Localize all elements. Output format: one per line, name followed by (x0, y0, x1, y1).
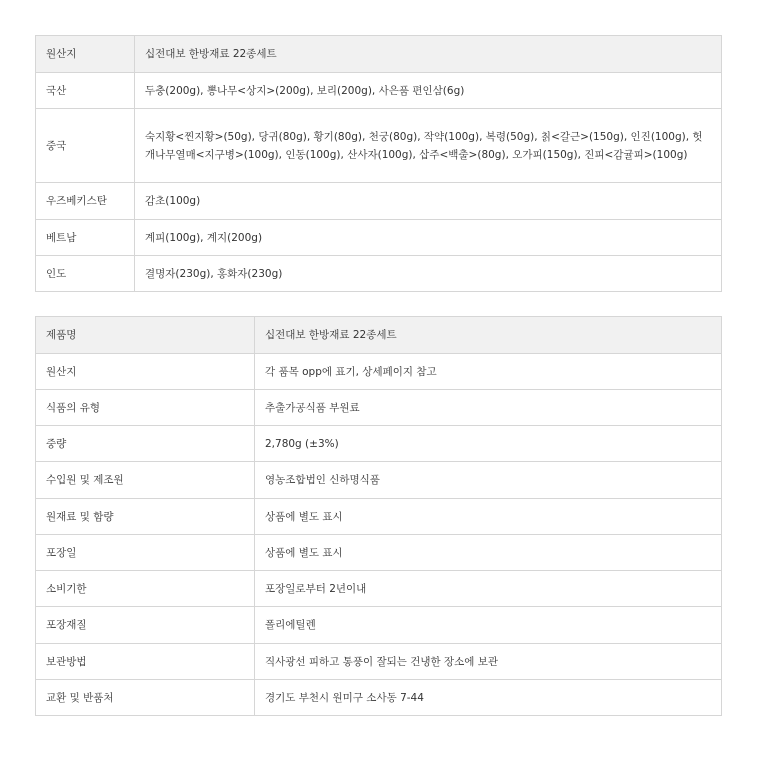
product-info-table (35, 316, 722, 716)
origin-country-label: 국산 (36, 73, 135, 109)
table-row (36, 607, 722, 644)
product-field-label: 포장재질 (36, 607, 255, 644)
table-row (36, 256, 722, 292)
product-field-value: 폴리에틸렌 (255, 607, 722, 644)
product-field-value: 추출가공식품 부원료 (255, 390, 722, 426)
product-field-value: 직사광선 피하고 통풍이 잘되는 건냉한 장소에 보관 (255, 644, 722, 680)
table-row (36, 426, 722, 462)
table-row (36, 462, 722, 499)
table-row (36, 73, 722, 109)
product-field-value: 상품에 별도 표시 (255, 535, 722, 571)
table-row (36, 354, 722, 390)
table-row (36, 680, 722, 716)
origin-items-value: 계피(100g), 계지(200g) (135, 220, 722, 256)
product-header-row (36, 317, 722, 354)
product-field-value: 각 품목 opp에 표기, 상세페이지 참고 (255, 354, 722, 390)
origin-country-label: 우즈베키스탄 (36, 183, 135, 220)
table-row (36, 109, 722, 183)
product-field-label: 원산지 (36, 354, 255, 390)
origin-items-value: 숙지황<찐지황>(50g), 당귀(80g), 황기(80g), 천궁(80g), 작약(100g), 복령(50g), 칡<갈근>(150g), 인진(100g), 헛개나무열매<지구병>(100g), 인동(100g), 산사자(100g), 삽주<백출>(80g), 오가피(150g), 진피<감귤피>(100g) (135, 109, 722, 183)
table-row (36, 644, 722, 680)
origin-country-label: 베트남 (36, 220, 135, 256)
product-field-label: 포장일 (36, 535, 255, 571)
product-field-label: 식품의 유형 (36, 390, 255, 426)
product-field-value: 상품에 별도 표시 (255, 499, 722, 535)
table-row (36, 499, 722, 535)
product-field-value: 포장일로부터 2년이내 (255, 571, 722, 607)
origin-header-value: 십전대보 한방재료 22종세트 (135, 36, 722, 73)
product-field-value: 영농조합법인 신하명식품 (255, 462, 722, 499)
product-field-label: 소비기한 (36, 571, 255, 607)
product-field-label: 수입원 및 제조원 (36, 462, 255, 499)
product-field-label: 보관방법 (36, 644, 255, 680)
product-field-label: 교환 및 반품처 (36, 680, 255, 716)
product-field-value: 2,780g (±3%) (255, 426, 722, 462)
product-header-label: 제품명 (36, 317, 255, 354)
product-field-value: 경기도 부천시 원미구 소사동 7-44 (255, 680, 722, 716)
origin-header-label: 원산지 (36, 36, 135, 73)
table-row (36, 390, 722, 426)
product-field-label: 원재료 및 함량 (36, 499, 255, 535)
origin-items-value: 감초(100g) (135, 183, 722, 220)
origin-header-row (36, 36, 722, 73)
product-field-label: 중량 (36, 426, 255, 462)
origin-items-value: 두충(200g), 뽕나무<상지>(200g), 보리(200g), 사은품 편인삼(6g) (135, 73, 722, 109)
table-row (36, 183, 722, 220)
product-header-value: 십전대보 한방재료 22종세트 (255, 317, 722, 354)
table-row (36, 535, 722, 571)
origin-items-value: 결명자(230g), 홍화자(230g) (135, 256, 722, 292)
table-row (36, 220, 722, 256)
origin-table (35, 35, 722, 292)
origin-country-label: 중국 (36, 109, 135, 183)
table-row (36, 571, 722, 607)
origin-country-label: 인도 (36, 256, 135, 292)
